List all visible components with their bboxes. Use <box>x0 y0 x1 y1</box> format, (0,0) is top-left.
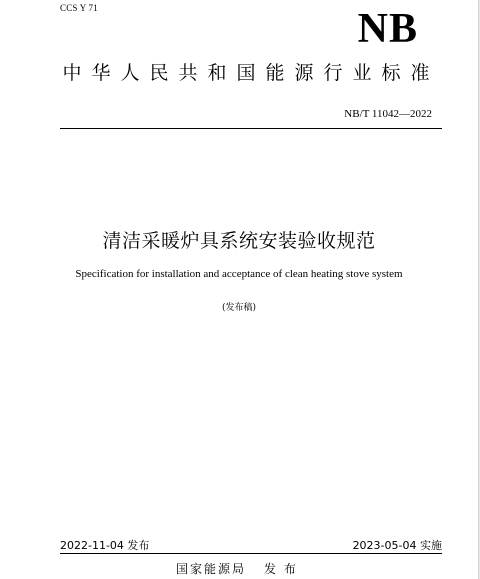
draft-status-note: (发布稿) <box>221 303 257 313</box>
document-title-chinese: 清洁采暖炉具系统安装验收规范 <box>102 230 376 252</box>
implementation-date: 2023-05-04 实施 <box>352 539 442 552</box>
standard-type-heading: 中华人民共和国能源行业标准 <box>62 62 440 84</box>
footer-divider <box>60 553 442 554</box>
document-title-english: Specification for installation and acceptance of clean heating stove system <box>75 268 403 280</box>
issuing-authority <box>176 560 298 577</box>
ccs-code: CCS Y 71 <box>60 3 98 13</box>
issue-date: 2022-11-04 发布 <box>60 539 150 552</box>
issue-word: 发 布 <box>264 562 298 576</box>
standard-number: NB/T 11042—2022 <box>344 108 432 120</box>
agency-name: 国家能源局 <box>176 562 247 576</box>
nb-logo: NB <box>357 6 418 52</box>
header-divider <box>60 128 442 129</box>
